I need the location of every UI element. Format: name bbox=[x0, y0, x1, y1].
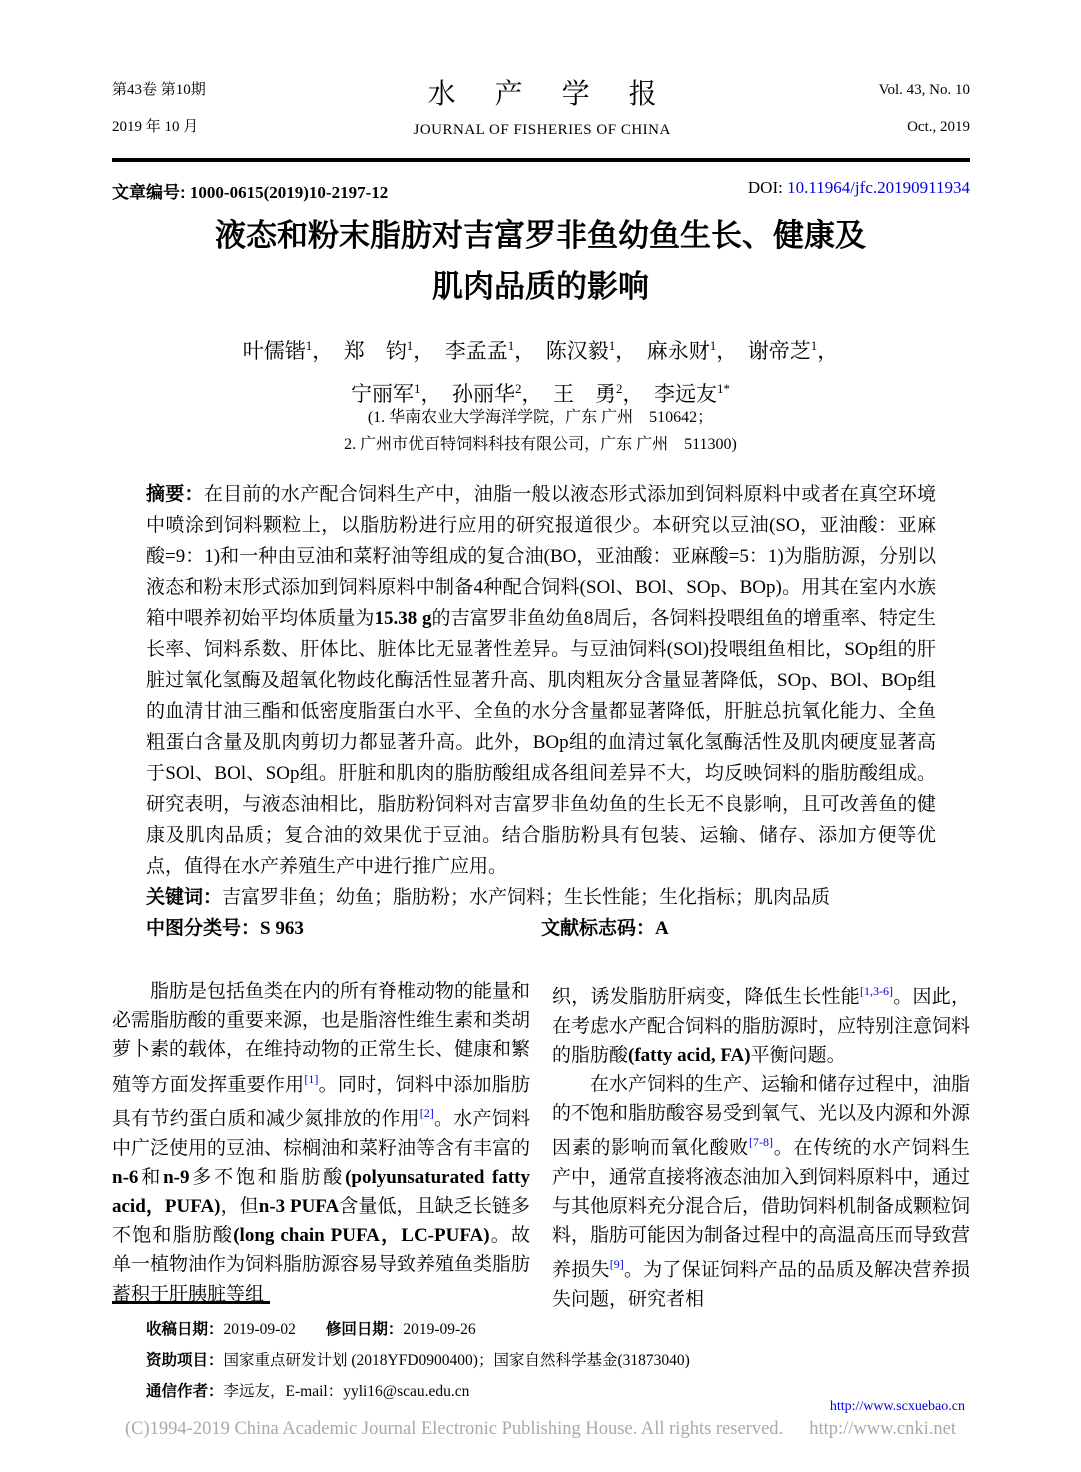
text-run: 的吉富罗非鱼幼鱼8周后，各饲料投喂组鱼的增重率、特定生长率、饲料系数、肝体比、脏体比无显著性差异。与豆油饲料(SOl)投喂组鱼相比，SOp组的肝脏过氧化氢酶及超氧化物歧化酶活性显著升高、肌肉粗灰分含量显著降低，SOp、BOl、BOp组的血清甘油三酯和低密度脂蛋白水平、全鱼的水分含量都显著降低，肝脏总抗氧化能力、全鱼粗蛋白含量及肌肉剪切力都显著升高。此外，BOp组的血清过氧化氢酶活性及肌肉硬度显著高于SOl、BOl、SOp组。肝脏和肌肉的脂肪酸组成各组间差异不大，均反映饲料的脂肪酸组成。研究表明，与液态油相比，脂肪粉饲料对吉富罗非鱼幼鱼的生长无不良影响，且可改善鱼的健康及肌肉品质；复合油的效果优于豆油。结合脂肪粉具有包装、运输、储存、添加方便等优点，值得在水产养殖生产中进行推广应用。 bbox=[146, 608, 936, 877]
citation-ref[interactable]: [1,3-6] bbox=[859, 984, 893, 998]
classification-row bbox=[146, 913, 936, 944]
journal-website bbox=[830, 1399, 965, 1415]
doi bbox=[748, 178, 970, 203]
author-superscript: 1 bbox=[406, 338, 414, 353]
document-code bbox=[541, 913, 936, 944]
clc-label: 中图分类号： bbox=[146, 918, 261, 939]
article-number-value: 1000-0615(2019)10-2197-12 bbox=[189, 183, 389, 202]
bold-run: n-6 bbox=[112, 1166, 139, 1188]
author-list bbox=[0, 327, 1081, 413]
issue-date-cn: 2019 年 10 月 bbox=[112, 119, 199, 135]
revised-date: 2019-09-26 bbox=[403, 1321, 476, 1338]
header-center bbox=[206, 72, 879, 139]
document-code-value: A bbox=[655, 918, 669, 939]
affiliation-1: (1. 华南农业大学海洋学院，广东 广州 510642； bbox=[367, 409, 714, 426]
text-run: ， bbox=[622, 382, 654, 406]
affiliation-2: 2. 广州市优百特饲料科技有限公司，广东 广州 511300) bbox=[344, 436, 737, 453]
text-run: ， bbox=[312, 339, 344, 363]
author-superscript: 1 bbox=[414, 381, 421, 396]
body-paragraph-2 bbox=[552, 1070, 970, 1314]
copyright-text: (C)1994-2019 China Academic Journal Electronic Publishing House. All rights reserved. bbox=[125, 1419, 784, 1439]
abstract-block bbox=[146, 479, 936, 944]
volume-issue-en: Vol. 43, No. 10 bbox=[878, 82, 970, 98]
text-run: 。故单一植物油作为饲料脂肪源容易导致养殖鱼类脂肪蓄积于肝胰脏等组 bbox=[112, 1225, 531, 1305]
bold-run: (long chain PUFA，LC-PUFA) bbox=[233, 1225, 490, 1247]
text-run: 郑 钧 bbox=[343, 339, 407, 363]
article-meta-row bbox=[112, 178, 970, 203]
text-run: 谢帝芝 bbox=[747, 339, 811, 363]
body-paragraph-1-continued bbox=[552, 977, 970, 1070]
affiliations bbox=[0, 404, 1081, 458]
text-run: 陈汉毅 bbox=[545, 339, 609, 363]
journal-title-cn: 水 产 学 报 bbox=[427, 79, 673, 110]
keywords-label: 关键词： bbox=[146, 887, 223, 908]
citation-ref[interactable]: [7-8] bbox=[749, 1135, 773, 1150]
text-run: 。水产饲料中广泛使用的豆油、棕榈油和菜籽油等含有丰富的 bbox=[112, 1108, 531, 1159]
text-run: ， bbox=[514, 339, 546, 363]
funding-text: 国家重点研发计划 (2018YFD0900400)；国家自然科学基金(31873040) bbox=[223, 1352, 690, 1369]
author-superscript: 2 bbox=[515, 381, 522, 396]
received-date-label: 收稿日期： bbox=[146, 1321, 224, 1338]
author-superscript: 1 bbox=[810, 338, 818, 353]
text-run: ， bbox=[521, 382, 553, 406]
copyright-line bbox=[0, 1419, 1081, 1440]
journal-header bbox=[112, 72, 970, 162]
article-number-label: 文章编号: bbox=[112, 183, 186, 202]
text-run: 。同时，饲料中添加脂肪具有节约蛋白质和减少氮排放的作用 bbox=[112, 1073, 530, 1130]
document-code-label: 文献标志码： bbox=[541, 918, 656, 939]
journal-website-link[interactable]: http://www.scxuebao.cn bbox=[829, 1399, 965, 1414]
author-line-1 bbox=[0, 327, 1081, 370]
author-superscript: 1 bbox=[709, 338, 717, 353]
doi-link[interactable]: 10.11964/jfc.20190911934 bbox=[787, 178, 970, 197]
author-superscript: 1 bbox=[507, 338, 515, 353]
received-date: 2019-09-02 bbox=[223, 1321, 296, 1338]
funding-label: 资助项目： bbox=[146, 1352, 224, 1369]
volume-issue-cn: 第43卷 第10期 bbox=[112, 82, 206, 98]
text-run: 在水产饲料的生产、运输和储存过程中，油脂的不饱和脂肪酸容易受到氧气、光以及内源和外源因素的影响而氧化酸败 bbox=[552, 1073, 971, 1159]
text-run: 和 bbox=[138, 1166, 164, 1188]
journal-title-en: JOURNAL OF FISHERIES OF CHINA bbox=[413, 122, 671, 138]
text-run: 王 勇 bbox=[553, 382, 616, 406]
text-run: 麻永财 bbox=[646, 339, 710, 363]
text-run: 织，诱发脂肪肝病变，降低生长性能 bbox=[552, 986, 860, 1008]
body-column-left bbox=[112, 977, 530, 1314]
bold-run: 15.38 g bbox=[374, 608, 432, 629]
body-columns bbox=[112, 977, 970, 1314]
text-run: ， bbox=[615, 339, 647, 363]
cnki-link[interactable]: http://www.cnki.net bbox=[809, 1419, 956, 1439]
footnotes bbox=[146, 1314, 966, 1407]
text-run: ， bbox=[420, 382, 452, 406]
author-superscript: 2 bbox=[616, 381, 623, 396]
body-column-right bbox=[552, 977, 970, 1314]
article-title bbox=[0, 210, 1081, 312]
text-run: 孙丽华 bbox=[452, 382, 515, 406]
text-run: ， bbox=[413, 339, 445, 363]
author-superscript: 1 bbox=[608, 338, 616, 353]
author-superscript: 1 bbox=[305, 338, 313, 353]
citation-ref[interactable]: [1] bbox=[304, 1071, 319, 1086]
abstract-paragraph bbox=[146, 479, 936, 882]
text-run: 李孟孟 bbox=[444, 339, 508, 363]
text-run: 叶儒锴 bbox=[242, 339, 306, 363]
corresponding-author-label: 通信作者： bbox=[146, 1383, 224, 1400]
footnote-divider bbox=[112, 1301, 270, 1304]
header-left bbox=[112, 72, 206, 146]
text-run: ， bbox=[716, 339, 748, 363]
citation-ref[interactable]: [9] bbox=[609, 1257, 624, 1272]
clc-number bbox=[146, 913, 541, 944]
clc-value: S 963 bbox=[260, 918, 304, 939]
bold-run: (fatty acid, FA) bbox=[628, 1044, 751, 1066]
bold-run: n-9 bbox=[163, 1166, 190, 1188]
bold-run: n-3 PUFA bbox=[258, 1196, 340, 1218]
citation-ref[interactable]: [2] bbox=[419, 1106, 434, 1121]
corresponding-author-email: 李远友，E-mail：yyli16@scau.edu.cn bbox=[223, 1383, 470, 1400]
header-right bbox=[879, 72, 970, 146]
text-run: 多不饱和脂肪酸 bbox=[189, 1166, 346, 1188]
text-run: 。在传统的水产饲料生产中，通常直接将液态油加入到饲料原料中，通过与其他原料充分混合后，借助饲料机制备成颗粒饲料，脂肪可能因为制备过程中的高温高压而导致营养损失 bbox=[552, 1137, 971, 1281]
article-title-line1: 液态和粉末脂肪对吉富罗非鱼幼鱼生长、健康及 bbox=[215, 218, 866, 253]
abstract-label: 摘要： bbox=[146, 484, 204, 505]
author-superscript: 1* bbox=[717, 381, 730, 396]
bold-run: (polyunsaturated fatty acid，PUFA) bbox=[112, 1166, 530, 1218]
footnote-funding bbox=[146, 1345, 966, 1376]
text-run: 平衡问题。 bbox=[750, 1044, 846, 1066]
article-number bbox=[112, 178, 388, 203]
text-run: ，但 bbox=[220, 1196, 259, 1218]
doi-label: DOI: bbox=[747, 178, 783, 197]
footnote-dates bbox=[146, 1314, 966, 1345]
revised-date-label: 修回日期： bbox=[325, 1321, 404, 1338]
text-run: 宁丽军 bbox=[351, 382, 414, 406]
abstract-text bbox=[146, 484, 936, 877]
text-run: 。因此，在考虑水产配合饲料的脂肪源时，应特别注意饲料的脂肪酸 bbox=[552, 986, 971, 1066]
body-paragraph-1 bbox=[112, 977, 530, 1309]
article-title-line2: 肌肉品质的影响 bbox=[432, 269, 649, 304]
text-run: 含量低，且缺乏长链多不饱和脂肪酸 bbox=[112, 1196, 530, 1247]
keywords-text: 吉富罗非鱼；幼鱼；脂肪粉；水产饲料；生长性能；生化指标；肌肉品质 bbox=[222, 887, 831, 908]
issue-date-en: Oct., 2019 bbox=[907, 119, 970, 135]
text-run: 脂肪是包括鱼类在内的所有脊椎动物的能量和必需脂肪酸的重要来源，也是脂溶性维生素和类胡萝卜素的载体，在维持动物的正常生长、健康和繁殖等方面发挥重要作用 bbox=[112, 981, 531, 1095]
text-run: 。为了保证饲料产品的品质及解决营养损失问题，研究者相 bbox=[552, 1259, 970, 1311]
text-run: ， bbox=[817, 339, 839, 363]
keywords-line bbox=[146, 882, 936, 913]
text-run: 李远友 bbox=[654, 382, 717, 406]
text-run: 在目前的水产配合饲料生产中，油脂一般以液态形式添加到饲料原料中或者在真空环境中喷涂到饲料颗粒上，以脂肪粉进行应用的研究报道很少。本研究以豆油(SO，亚油酸：亚麻酸=9：1)和一种由豆油和菜籽油等组成的复合油(BO，亚油酸：亚麻酸=5：1)为脂肪源，分别以液态和粉末形式添加到饲料原料中制备4种配合饲料(SOl、BOl、SOp、BOp)。用其在室内水族箱中喂养初始平均体质量为 bbox=[146, 484, 936, 629]
